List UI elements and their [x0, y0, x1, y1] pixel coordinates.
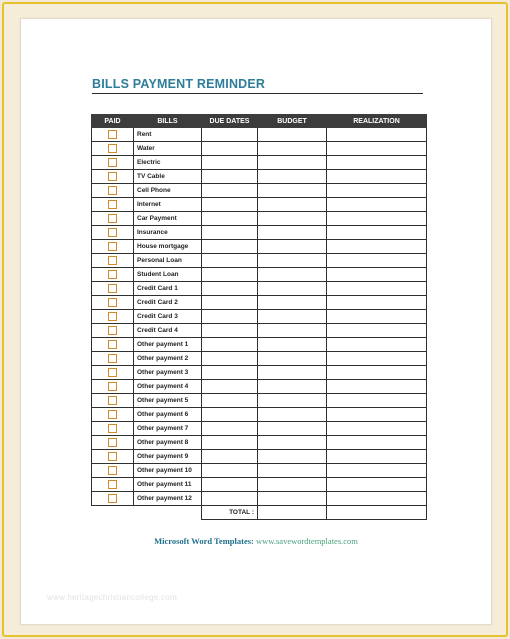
realization-cell[interactable]: [327, 240, 427, 254]
paid-cell: [92, 156, 134, 170]
total-spacer: [92, 506, 202, 520]
checkbox-icon[interactable]: [108, 494, 117, 503]
budget-cell[interactable]: [258, 310, 327, 324]
bill-name: Other payment 5: [134, 394, 202, 408]
checkbox-icon[interactable]: [108, 228, 117, 237]
realization-cell[interactable]: [327, 422, 427, 436]
due-date-cell[interactable]: [202, 408, 258, 422]
bill-name: Other payment 1: [134, 338, 202, 352]
paid-cell: [92, 492, 134, 506]
paid-cell: [92, 184, 134, 198]
paid-cell: [92, 464, 134, 478]
budget-cell[interactable]: [258, 198, 327, 212]
budget-cell[interactable]: [258, 296, 327, 310]
realization-cell[interactable]: [327, 310, 427, 324]
table-row: [92, 282, 427, 296]
checkbox-icon[interactable]: [108, 382, 117, 391]
paid-cell: [92, 436, 134, 450]
due-date-cell[interactable]: [202, 268, 258, 282]
due-date-cell[interactable]: [202, 492, 258, 506]
paid-cell: [92, 142, 134, 156]
due-date-cell[interactable]: [202, 310, 258, 324]
realization-cell[interactable]: [327, 394, 427, 408]
checkbox-icon[interactable]: [108, 186, 117, 195]
due-date-cell[interactable]: [202, 394, 258, 408]
due-date-cell[interactable]: [202, 436, 258, 450]
due-date-cell[interactable]: [202, 128, 258, 142]
due-date-cell[interactable]: [202, 324, 258, 338]
realization-cell[interactable]: [327, 366, 427, 380]
realization-cell[interactable]: [327, 492, 427, 506]
table-row: [92, 268, 427, 282]
checkbox-icon[interactable]: [108, 200, 117, 209]
budget-cell[interactable]: [258, 492, 327, 506]
checkbox-icon[interactable]: [108, 466, 117, 475]
realization-cell[interactable]: [327, 338, 427, 352]
budget-cell[interactable]: [258, 450, 327, 464]
paid-cell: [92, 450, 134, 464]
budget-cell[interactable]: [258, 170, 327, 184]
paid-cell: [92, 366, 134, 380]
checkbox-icon[interactable]: [108, 368, 117, 377]
footer-label: Microsoft Word Templates:: [154, 536, 256, 546]
budget-cell[interactable]: [258, 156, 327, 170]
realization-cell[interactable]: [327, 408, 427, 422]
total-realization-cell[interactable]: [327, 506, 427, 520]
checkbox-icon[interactable]: [108, 214, 117, 223]
due-date-cell[interactable]: [202, 212, 258, 226]
bill-name: Student Loan: [134, 268, 202, 282]
realization-cell[interactable]: [327, 212, 427, 226]
paid-cell: [92, 324, 134, 338]
table-row: [92, 170, 427, 184]
paid-cell: [92, 394, 134, 408]
due-date-cell[interactable]: [202, 338, 258, 352]
bill-rows: [92, 128, 427, 506]
budget-cell[interactable]: [258, 464, 327, 478]
column-header-realization: REALIZATION: [327, 115, 427, 128]
checkbox-icon[interactable]: [108, 326, 117, 335]
table-row: [92, 324, 427, 338]
paid-cell: [92, 170, 134, 184]
bill-name: Other payment 8: [134, 436, 202, 450]
footer-link[interactable]: www.savewordtemplates.com: [256, 536, 358, 546]
budget-cell[interactable]: [258, 240, 327, 254]
total-budget-cell[interactable]: [258, 506, 327, 520]
checkbox-icon[interactable]: [108, 256, 117, 265]
table-row: [92, 212, 427, 226]
table-row: [92, 408, 427, 422]
table-row: [92, 142, 427, 156]
bill-name: Cell Phone: [134, 184, 202, 198]
bill-name: Other payment 11: [134, 478, 202, 492]
realization-cell[interactable]: [327, 170, 427, 184]
table-row: [92, 450, 427, 464]
total-label: TOTAL :: [202, 506, 258, 520]
document-page: [20, 18, 492, 625]
bill-name: Personal Loan: [134, 254, 202, 268]
table-row: [92, 156, 427, 170]
paid-cell: [92, 254, 134, 268]
budget-cell[interactable]: [258, 254, 327, 268]
paid-cell: [92, 128, 134, 142]
column-header-due-dates: DUE DATES: [202, 115, 258, 128]
due-date-cell[interactable]: [202, 478, 258, 492]
realization-cell[interactable]: [327, 156, 427, 170]
realization-cell[interactable]: [327, 296, 427, 310]
checkbox-icon[interactable]: [108, 172, 117, 181]
document-title: BILLS PAYMENT REMINDER: [92, 77, 266, 91]
budget-cell[interactable]: [258, 184, 327, 198]
due-date-cell[interactable]: [202, 240, 258, 254]
budget-cell[interactable]: [258, 436, 327, 450]
table-row: [92, 254, 427, 268]
bill-name: Rent: [134, 128, 202, 142]
budget-cell[interactable]: [258, 422, 327, 436]
checkbox-icon[interactable]: [108, 340, 117, 349]
bill-name: Other payment 9: [134, 450, 202, 464]
column-header-budget: BUDGET: [258, 115, 327, 128]
due-date-cell[interactable]: [202, 380, 258, 394]
footer: [21, 536, 491, 546]
paid-cell: [92, 380, 134, 394]
paid-cell: [92, 198, 134, 212]
bill-name: Other payment 7: [134, 422, 202, 436]
bill-name: Other payment 12: [134, 492, 202, 506]
paid-cell: [92, 212, 134, 226]
bill-name: Other payment 4: [134, 380, 202, 394]
paid-cell: [92, 478, 134, 492]
paid-cell: [92, 310, 134, 324]
checkbox-icon[interactable]: [108, 354, 117, 363]
paid-cell: [92, 296, 134, 310]
checkbox-icon[interactable]: [108, 130, 117, 139]
table-row: [92, 436, 427, 450]
realization-cell[interactable]: [327, 128, 427, 142]
bill-name: Internet: [134, 198, 202, 212]
due-date-cell[interactable]: [202, 366, 258, 380]
table-row: [92, 464, 427, 478]
paid-cell: [92, 226, 134, 240]
due-date-cell[interactable]: [202, 226, 258, 240]
realization-cell[interactable]: [327, 254, 427, 268]
realization-cell[interactable]: [327, 436, 427, 450]
bill-name: Other payment 3: [134, 366, 202, 380]
total-row: [92, 506, 427, 520]
realization-cell[interactable]: [327, 478, 427, 492]
budget-cell[interactable]: [258, 324, 327, 338]
checkbox-icon[interactable]: [108, 410, 117, 419]
paid-cell: [92, 422, 134, 436]
checkbox-icon[interactable]: [108, 158, 117, 167]
checkbox-icon[interactable]: [108, 270, 117, 279]
bill-name: Other payment 2: [134, 352, 202, 366]
realization-cell[interactable]: [327, 352, 427, 366]
budget-cell[interactable]: [258, 380, 327, 394]
paid-cell: [92, 240, 134, 254]
checkbox-icon[interactable]: [108, 284, 117, 293]
paid-cell: [92, 268, 134, 282]
column-header-bills: BILLS: [134, 115, 202, 128]
budget-cell[interactable]: [258, 408, 327, 422]
bill-name: TV Cable: [134, 170, 202, 184]
realization-cell[interactable]: [327, 282, 427, 296]
title-underline: [92, 93, 423, 94]
table-row: [92, 338, 427, 352]
table-row: [92, 422, 427, 436]
due-date-cell[interactable]: [202, 198, 258, 212]
due-date-cell[interactable]: [202, 184, 258, 198]
budget-cell[interactable]: [258, 212, 327, 226]
budget-cell[interactable]: [258, 226, 327, 240]
budget-cell[interactable]: [258, 366, 327, 380]
checkbox-icon[interactable]: [108, 312, 117, 321]
budget-cell[interactable]: [258, 478, 327, 492]
due-date-cell[interactable]: [202, 296, 258, 310]
table-row: [92, 296, 427, 310]
bill-name: Credit Card 2: [134, 296, 202, 310]
watermark: www.heritagechristiancollege.com: [47, 593, 178, 602]
table-row: [92, 240, 427, 254]
table-row: [92, 184, 427, 198]
checkbox-icon[interactable]: [108, 396, 117, 405]
realization-cell[interactable]: [327, 450, 427, 464]
due-date-cell[interactable]: [202, 170, 258, 184]
bill-name: Other payment 10: [134, 464, 202, 478]
bill-name: Credit Card 3: [134, 310, 202, 324]
table-row: [92, 198, 427, 212]
checkbox-icon[interactable]: [108, 298, 117, 307]
budget-cell[interactable]: [258, 268, 327, 282]
bill-name: Insurance: [134, 226, 202, 240]
table-row: [92, 394, 427, 408]
due-date-cell[interactable]: [202, 142, 258, 156]
realization-cell[interactable]: [327, 226, 427, 240]
paid-cell: [92, 408, 134, 422]
bill-name: Other payment 6: [134, 408, 202, 422]
realization-cell[interactable]: [327, 198, 427, 212]
bill-name: House mortgage: [134, 240, 202, 254]
budget-cell[interactable]: [258, 128, 327, 142]
checkbox-icon[interactable]: [108, 424, 117, 433]
realization-cell[interactable]: [327, 464, 427, 478]
due-date-cell[interactable]: [202, 422, 258, 436]
realization-cell[interactable]: [327, 184, 427, 198]
realization-cell[interactable]: [327, 324, 427, 338]
checkbox-icon[interactable]: [108, 144, 117, 153]
budget-cell[interactable]: [258, 394, 327, 408]
table-row: [92, 128, 427, 142]
realization-cell[interactable]: [327, 268, 427, 282]
realization-cell[interactable]: [327, 142, 427, 156]
paid-cell: [92, 338, 134, 352]
table-row: [92, 380, 427, 394]
due-date-cell[interactable]: [202, 282, 258, 296]
budget-cell[interactable]: [258, 352, 327, 366]
checkbox-icon[interactable]: [108, 480, 117, 489]
due-date-cell[interactable]: [202, 464, 258, 478]
checkbox-icon[interactable]: [108, 242, 117, 251]
paid-cell: [92, 282, 134, 296]
due-date-cell[interactable]: [202, 254, 258, 268]
bill-name: Credit Card 1: [134, 282, 202, 296]
checkbox-icon[interactable]: [108, 438, 117, 447]
table-row: [92, 310, 427, 324]
table-row: [92, 366, 427, 380]
budget-cell[interactable]: [258, 142, 327, 156]
bill-name: Water: [134, 142, 202, 156]
table-row: [92, 478, 427, 492]
due-date-cell[interactable]: [202, 156, 258, 170]
bills-table: [91, 114, 427, 520]
bill-name: Credit Card 4: [134, 324, 202, 338]
paid-cell: [92, 352, 134, 366]
column-header-paid: PAID: [92, 115, 134, 128]
table-row: [92, 352, 427, 366]
table-header-row: [92, 115, 427, 128]
table-row: [92, 492, 427, 506]
table-row: [92, 226, 427, 240]
realization-cell[interactable]: [327, 380, 427, 394]
bill-name: Electric: [134, 156, 202, 170]
due-date-cell[interactable]: [202, 352, 258, 366]
due-date-cell[interactable]: [202, 450, 258, 464]
budget-cell[interactable]: [258, 282, 327, 296]
budget-cell[interactable]: [258, 338, 327, 352]
bill-name: Car Payment: [134, 212, 202, 226]
checkbox-icon[interactable]: [108, 452, 117, 461]
page-frame: [2, 2, 508, 637]
